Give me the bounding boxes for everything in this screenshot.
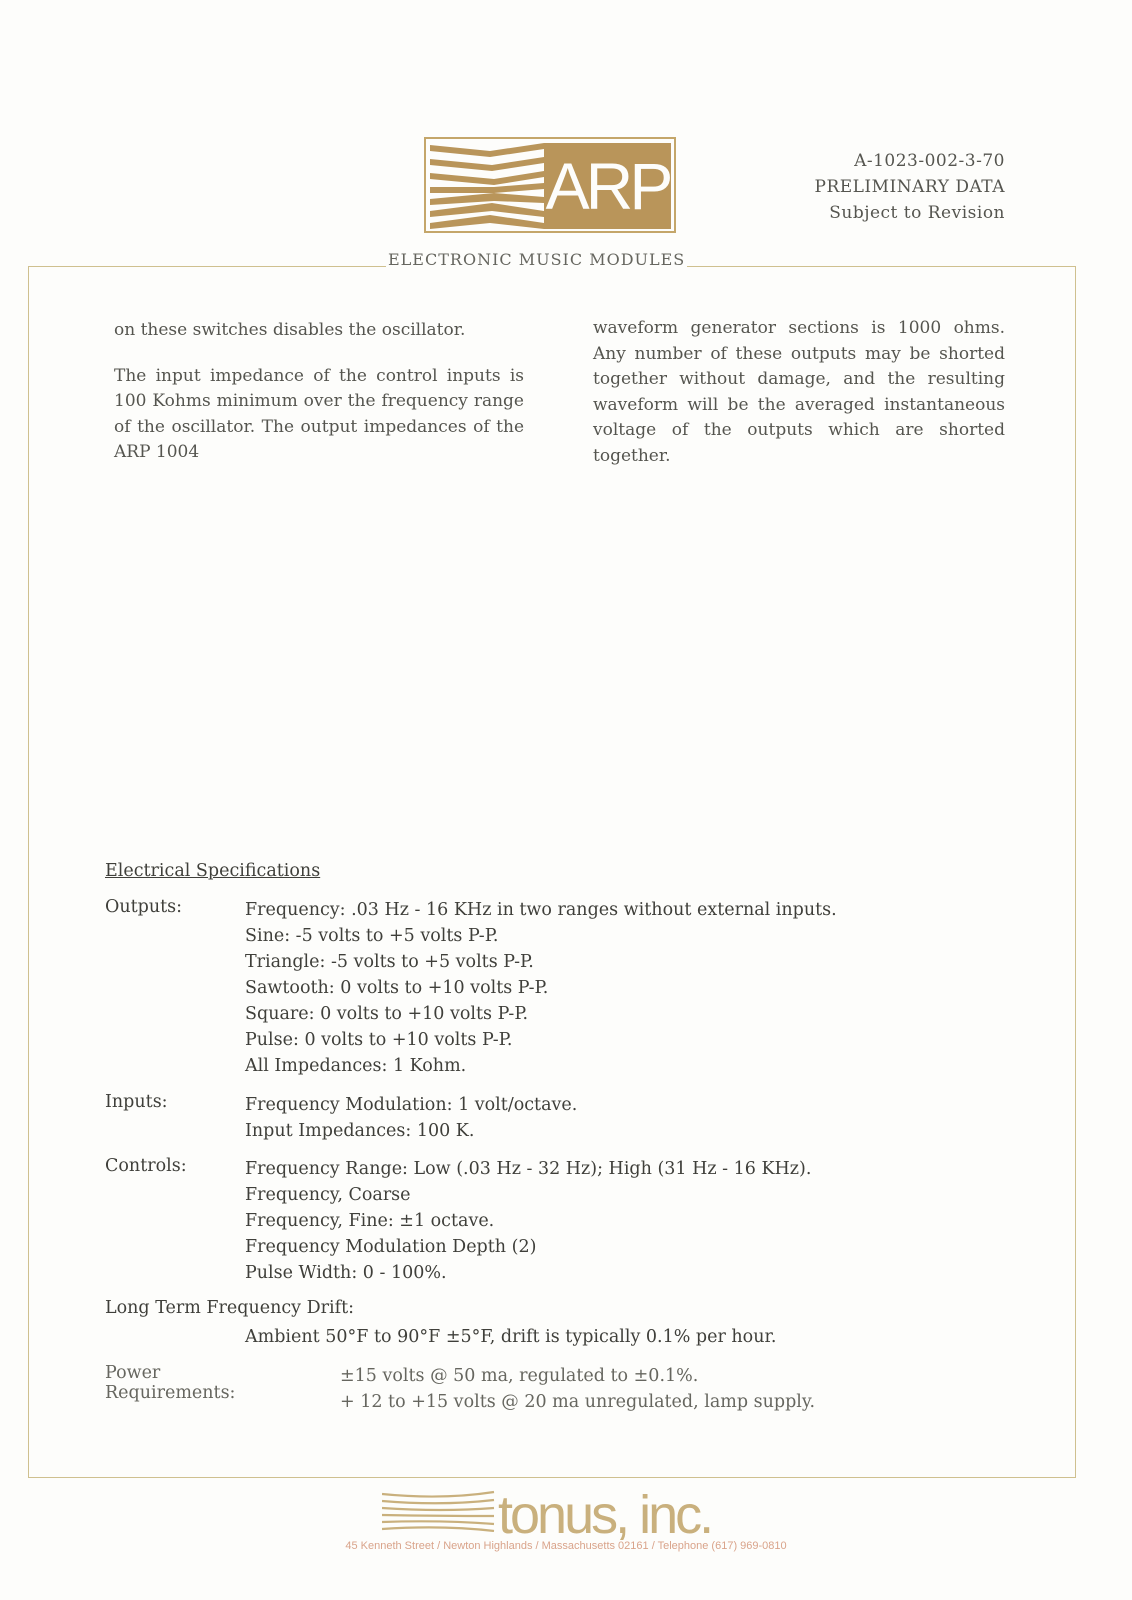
paragraph: on these switches disables the oscillator. [114, 320, 466, 340]
paragraph: The input impedance of the control inputs is 100 Kohms minimum over the frequency range of the oscillator. The output impedances of the ARP 1004 [114, 365, 524, 462]
spec-line: Frequency Modulation Depth (2) [245, 1237, 537, 1257]
spec-line: All Impedances: 1 Kohm. [245, 1056, 467, 1076]
tonus-stripes-icon [382, 1488, 502, 1532]
logo-text: ARP [545, 149, 670, 223]
spec-label: Inputs: [105, 1092, 168, 1112]
spec-line: Pulse: 0 volts to +10 volts P-P. [245, 1030, 513, 1050]
spec-line: Sawtooth: 0 volts to +10 volts P-P. [245, 978, 549, 998]
revision-note: Subject to Revision [829, 203, 1005, 223]
spec-line: Sine: -5 volts to +5 volts P-P. [245, 926, 499, 946]
spec-line: Frequency Modulation: 1 volt/octave. [245, 1095, 578, 1115]
spec-label: Power Requirements: [105, 1363, 236, 1403]
doc-number: A-1023-002-3-70 [854, 151, 1005, 171]
spec-line: ±15 volts @ 50 ma, regulated to ±0.1%. [340, 1366, 699, 1386]
spec-label: Outputs: [105, 897, 183, 917]
spec-line: Ambient 50°F to 90°F ±5°F, drift is typically 0.1% per hour. [245, 1327, 777, 1347]
spec-line: + 12 to +15 volts @ 20 ma unregulated, lamp supply. [340, 1392, 816, 1412]
spec-label: Controls: [105, 1156, 187, 1176]
spec-line: Frequency: .03 Hz - 16 KHz in two ranges without external inputs. [245, 900, 837, 920]
spec-line: Frequency, Coarse [245, 1185, 411, 1205]
section-heading: ELECTRONIC MUSIC MODULES [388, 250, 686, 269]
paragraph: waveform generator sections is 1000 ohms. Any number of these outputs may be shorted together without damage, and the resulting waveform will be the averaged instantaneous voltage of the outputs which are shorted together. [593, 318, 1005, 466]
spec-label: Long Term Frequency Drift: [105, 1298, 354, 1318]
spec-line: Input Impedances: 100 K. [245, 1121, 475, 1141]
specs-title: Electrical Specifications [105, 861, 321, 881]
company-address: 45 Kenneth Street / Newton Highlands / Massachusetts 02161 / Telephone (617) 969-0810 [345, 1540, 787, 1552]
spec-line: Frequency, Fine: ±1 octave. [245, 1211, 495, 1231]
spec-line: Triangle: -5 volts to +5 volts P-P. [245, 952, 534, 972]
spec-line: Square: 0 volts to +10 volts P-P. [245, 1004, 529, 1024]
left-column [114, 318, 524, 486]
company-name: tonus, inc. [498, 1485, 712, 1545]
spec-line: Pulse Width: 0 - 100%. [245, 1263, 447, 1283]
right-column [593, 316, 1005, 489]
doc-status: PRELIMINARY DATA [814, 177, 1005, 197]
document-info [815, 148, 1006, 226]
spec-line: Frequency Range: Low (.03 Hz - 32 Hz); High (31 Hz - 16 KHz). [245, 1159, 812, 1179]
logo-stripes-icon [430, 143, 544, 229]
